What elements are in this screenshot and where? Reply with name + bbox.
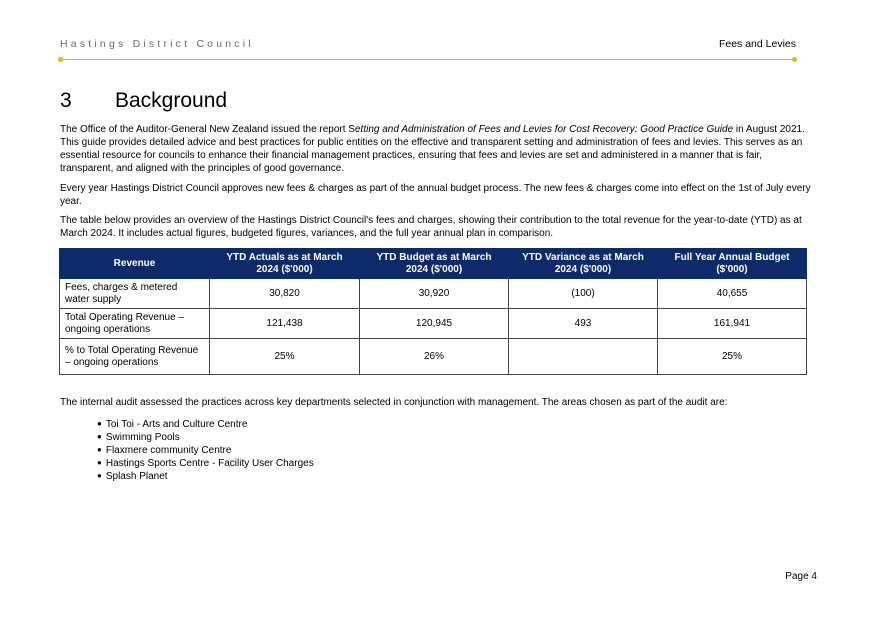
table-cell: Fees, charges & metered water supply [60, 279, 210, 309]
table-header-cell: Revenue [60, 249, 210, 279]
table-header-cell: YTD Variance as at March 2024 ($'000) [509, 249, 658, 279]
list-item: ● Swimming Pools [97, 431, 314, 444]
table-row [60, 339, 807, 375]
header-divider-dot-left [58, 57, 63, 62]
table-header-row [60, 249, 807, 279]
list-item: ● Toi Toi - Arts and Culture Centre [97, 418, 314, 431]
page-number: Page 4 [785, 571, 817, 582]
table-intro-paragraph: The table below provides an overview of the Hastings District Council's fees and charges, showing their contribution to the total revenue for the year-to-date (YTD) as at March 2024. It includes actual figures, budgeted figures, variances, and the full year annual plan in comparison. [60, 215, 802, 239]
table-header-cell: Full Year Annual Budget ($'000) [658, 249, 807, 279]
revenue-table [59, 248, 807, 375]
section-title: Background [115, 89, 228, 112]
table-row [60, 309, 807, 339]
list-item: ● Splash Planet [97, 470, 314, 483]
table-cell: 493 [509, 309, 658, 339]
table-cell: (100) [509, 279, 658, 309]
intro-text-b: in August 2021. This guide provides detailed advice and best practices for public entities on the effective and transparent setting and administration of fees and levies. This serves as an essential resource for councils to enhance their financial management practices, ensuring that fees and levies are set and administered in a manner that is fair, transparent, and aligned with the principles of good governance. [60, 124, 805, 174]
section-number: 3 [60, 89, 72, 112]
header-divider-dot-right [792, 57, 797, 62]
section-heading [60, 89, 227, 113]
table-cell: Total Operating Revenue – ongoing operations [60, 309, 210, 339]
audit-areas-list [97, 418, 314, 483]
header-council-name: Hastings District Council [60, 38, 254, 50]
table-cell: 30,820 [210, 279, 360, 309]
table-cell: 26% [360, 339, 509, 375]
table-cell: 25% [658, 339, 807, 375]
table-cell: 120,945 [360, 309, 509, 339]
audit-scope-paragraph: The internal audit assessed the practices across key departments selected in conjunction with management. The areas chosen as part of the audit are: [60, 397, 728, 408]
table-header-cell: YTD Budget as at March 2024 ($'000) [360, 249, 509, 279]
list-item: ● Hastings Sports Centre - Facility User Charges [97, 457, 314, 470]
report-title: etting and Administration of Fees and Levies for Cost Recovery: Good Practice Guide [354, 124, 734, 135]
list-item: ● Flaxmere community Centre [97, 444, 314, 457]
table-cell: 121,438 [210, 309, 360, 339]
table-cell: 25% [210, 339, 360, 375]
table-cell: % to Total Operating Revenue – ongoing operations [60, 339, 210, 375]
annual-process-paragraph: Every year Hastings District Council approves new fees & charges as part of the annual budget process. The new fees & charges come into effect on the 1st of July every year. [60, 183, 811, 207]
table-cell: 40,655 [658, 279, 807, 309]
header-divider [60, 59, 795, 60]
table-cell: 30,920 [360, 279, 509, 309]
table-row [60, 279, 807, 309]
intro-text-a: The Office of the Auditor-General New Zealand issued the report S [60, 124, 355, 135]
intro-paragraph [60, 123, 816, 175]
table-header-cell: YTD Actuals as at March 2024 ($'000) [210, 249, 360, 279]
table-cell [509, 339, 658, 375]
header-section-title: Fees and Levies [718, 38, 796, 50]
table-cell: 161,941 [658, 309, 807, 339]
